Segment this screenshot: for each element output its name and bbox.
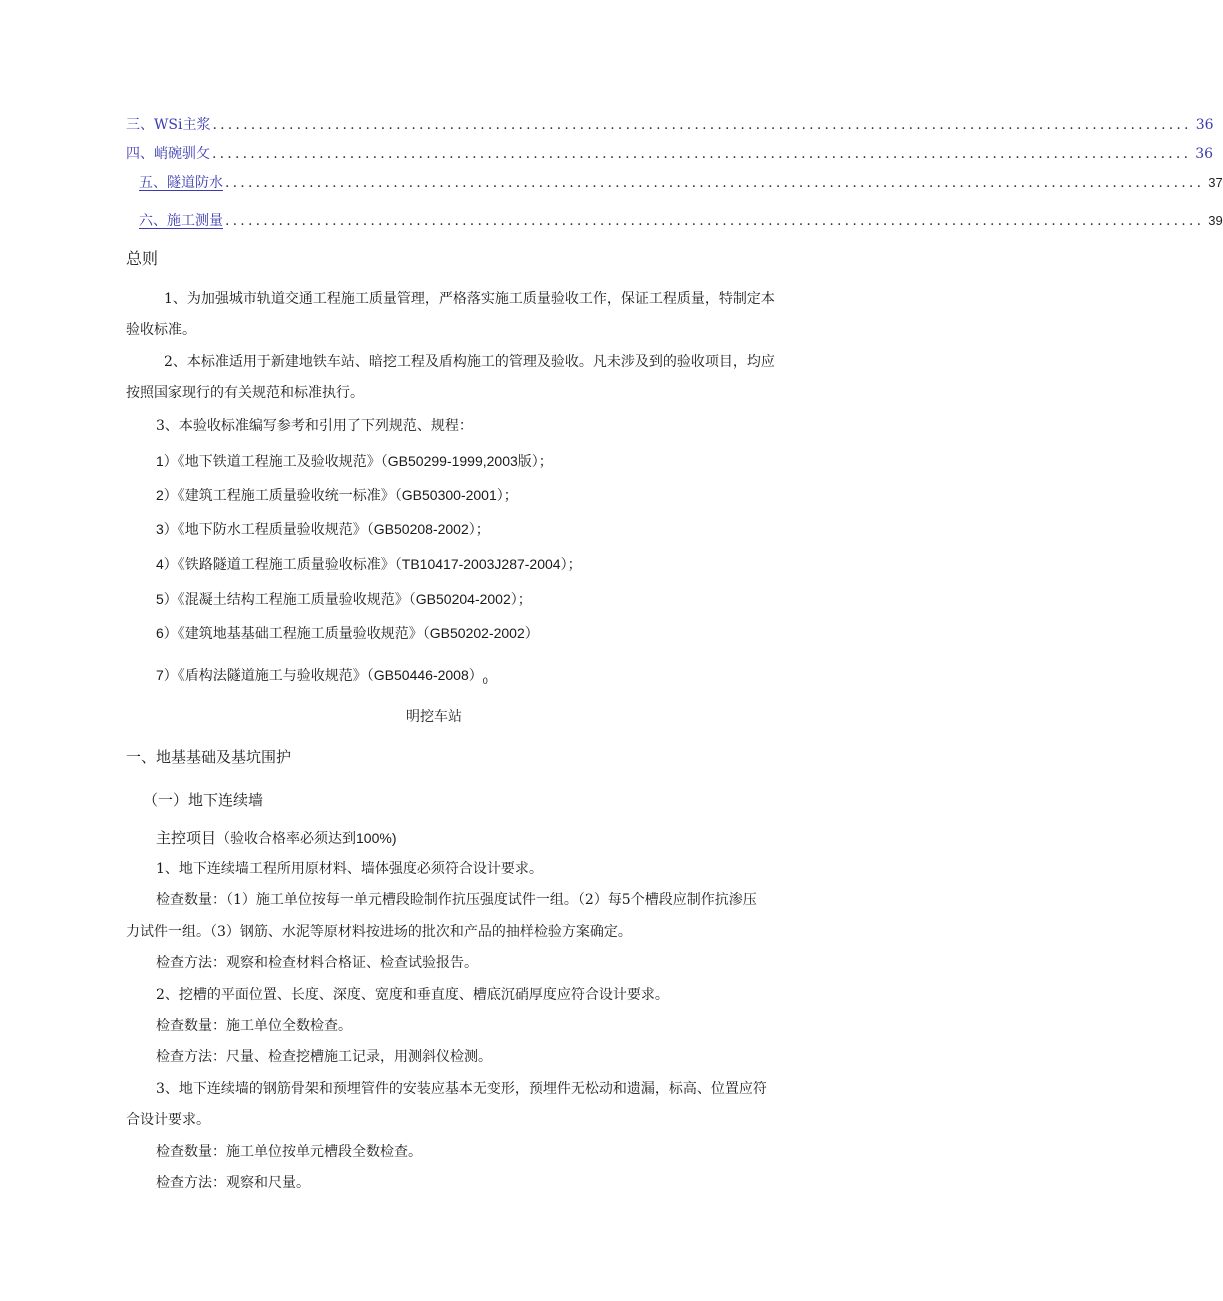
toc-entry[interactable] — [139, 172, 1223, 192]
toc-page-number: 39 — [1208, 213, 1223, 228]
toc-entry[interactable] — [126, 114, 1214, 134]
toc-entry[interactable] — [126, 143, 1214, 163]
reference-item-suffix: 0 — [482, 676, 488, 686]
toc-leader-dots: ................................................................................................................................ — [225, 213, 1205, 229]
toc-entry-label: 四、峭碗驯攵 — [126, 146, 210, 162]
heading-level-1: 一、地基基础及基坑围护 — [126, 748, 292, 766]
toc-leader-dots: ................................................................................................................................ — [212, 117, 1192, 133]
body-line: 检查方法：尺量、检查挖槽施工记录，用测斜仪检测。 — [156, 1049, 492, 1065]
reference-item: 3）《地下防水工程质量验收规范》（GB50208-2002）； — [156, 521, 490, 537]
reference-item: 2）《建筑工程施工质量验收统一标准》（GB50300-2001）； — [156, 487, 518, 503]
reference-item: 5）《混凝土结构工程施工质量验收规范》（GB50204-2002）； — [156, 591, 532, 607]
body-line: 3、地下连续墙的钢筋骨架和预埋管件的安装应基本无变形，预埋件无松动和遗漏，标高、位置应符 — [156, 1081, 767, 1097]
paragraph-2-line-2: 按照国家现行的有关规范和标准执行。 — [126, 385, 364, 401]
toc-leader-dots: ................................................................................................................................ — [225, 175, 1205, 191]
reference-item: 4）《铁路隧道工程施工质量验收标准》（TB10417-2003J287-2004）； — [156, 556, 582, 572]
reference-item — [156, 665, 488, 691]
body-line: 检查数量：（1）施工单位按每一单元槽段睑制作抗压强度试件一组。（2）每5个槽段应制作抗渗压 — [156, 892, 757, 908]
toc-entry-label: 五、隧道防水 — [139, 175, 223, 191]
toc-entry-label: 三、WSi主浆 — [126, 117, 211, 133]
body-line: 合设计要求。 — [126, 1112, 210, 1128]
body-line: 检查方法：观察和尺量。 — [156, 1175, 310, 1191]
paragraph-3: 3、本验收标准编写参考和引用了下列规范、规程： — [156, 418, 473, 434]
toc-entry[interactable] — [139, 210, 1223, 230]
paragraph-1-line-1: 1、为加强城市轨道交通工程施工质量管理，严格落实施工质量验收工作，保证工程质量，特制定本 — [164, 291, 775, 307]
body-line: 检查方法：观察和检查材料合格证、检查试验报告。 — [156, 955, 478, 971]
main-control-note: （验收合格率必须达到100%) — [216, 830, 397, 846]
heading-level-2: （一）地下连续墙 — [143, 791, 264, 809]
body-line: 2、挖槽的平面位置、长度、深度、宽度和垂直度、槽底沉硝厚度应符合设计要求。 — [156, 987, 669, 1003]
reference-item-text: 7）《盾构法隧道施工与验收规范》（GB50446-2008） — [156, 667, 483, 683]
main-control-label: 主控项目 — [156, 829, 217, 847]
body-line: 1、地下连续墙工程所用原材料、墙体强度必须符合设计要求。 — [156, 861, 543, 877]
body-line: 力试件一组。（3）钢筋、水泥等原材料按进场的批次和产品的抽样检验方案确定。 — [126, 924, 632, 940]
paragraph-1-line-2: 验收标准。 — [126, 322, 196, 338]
toc-page-number: 37 — [1208, 175, 1223, 190]
toc-entry-label: 六、施工测量 — [139, 213, 223, 229]
general-title: 总则 — [126, 249, 159, 268]
section-title: 明挖车站 — [406, 709, 462, 725]
toc-page-number: 36 — [1195, 117, 1214, 133]
toc-leader-dots: ................................................................................................................................ — [212, 146, 1192, 162]
paragraph-2-line-1: 2、本标准适用于新建地铁车站、暗挖工程及盾构施工的管理及验收。凡未涉及到的验收项目，均应 — [164, 354, 775, 370]
main-control-items — [156, 828, 396, 849]
toc-page-number: 36 — [1195, 146, 1214, 162]
reference-item: 6）《建筑地基基础工程施工质量验收规范》（GB50202-2002） — [156, 625, 539, 641]
body-line: 检查数量：施工单位按单元槽段全数检查。 — [156, 1144, 422, 1160]
body-line: 检查数量：施工单位全数检查。 — [156, 1018, 352, 1034]
reference-item: 1）《地下铁道工程施工及验收规范》（GB50299-1999,2003版）； — [156, 453, 553, 469]
